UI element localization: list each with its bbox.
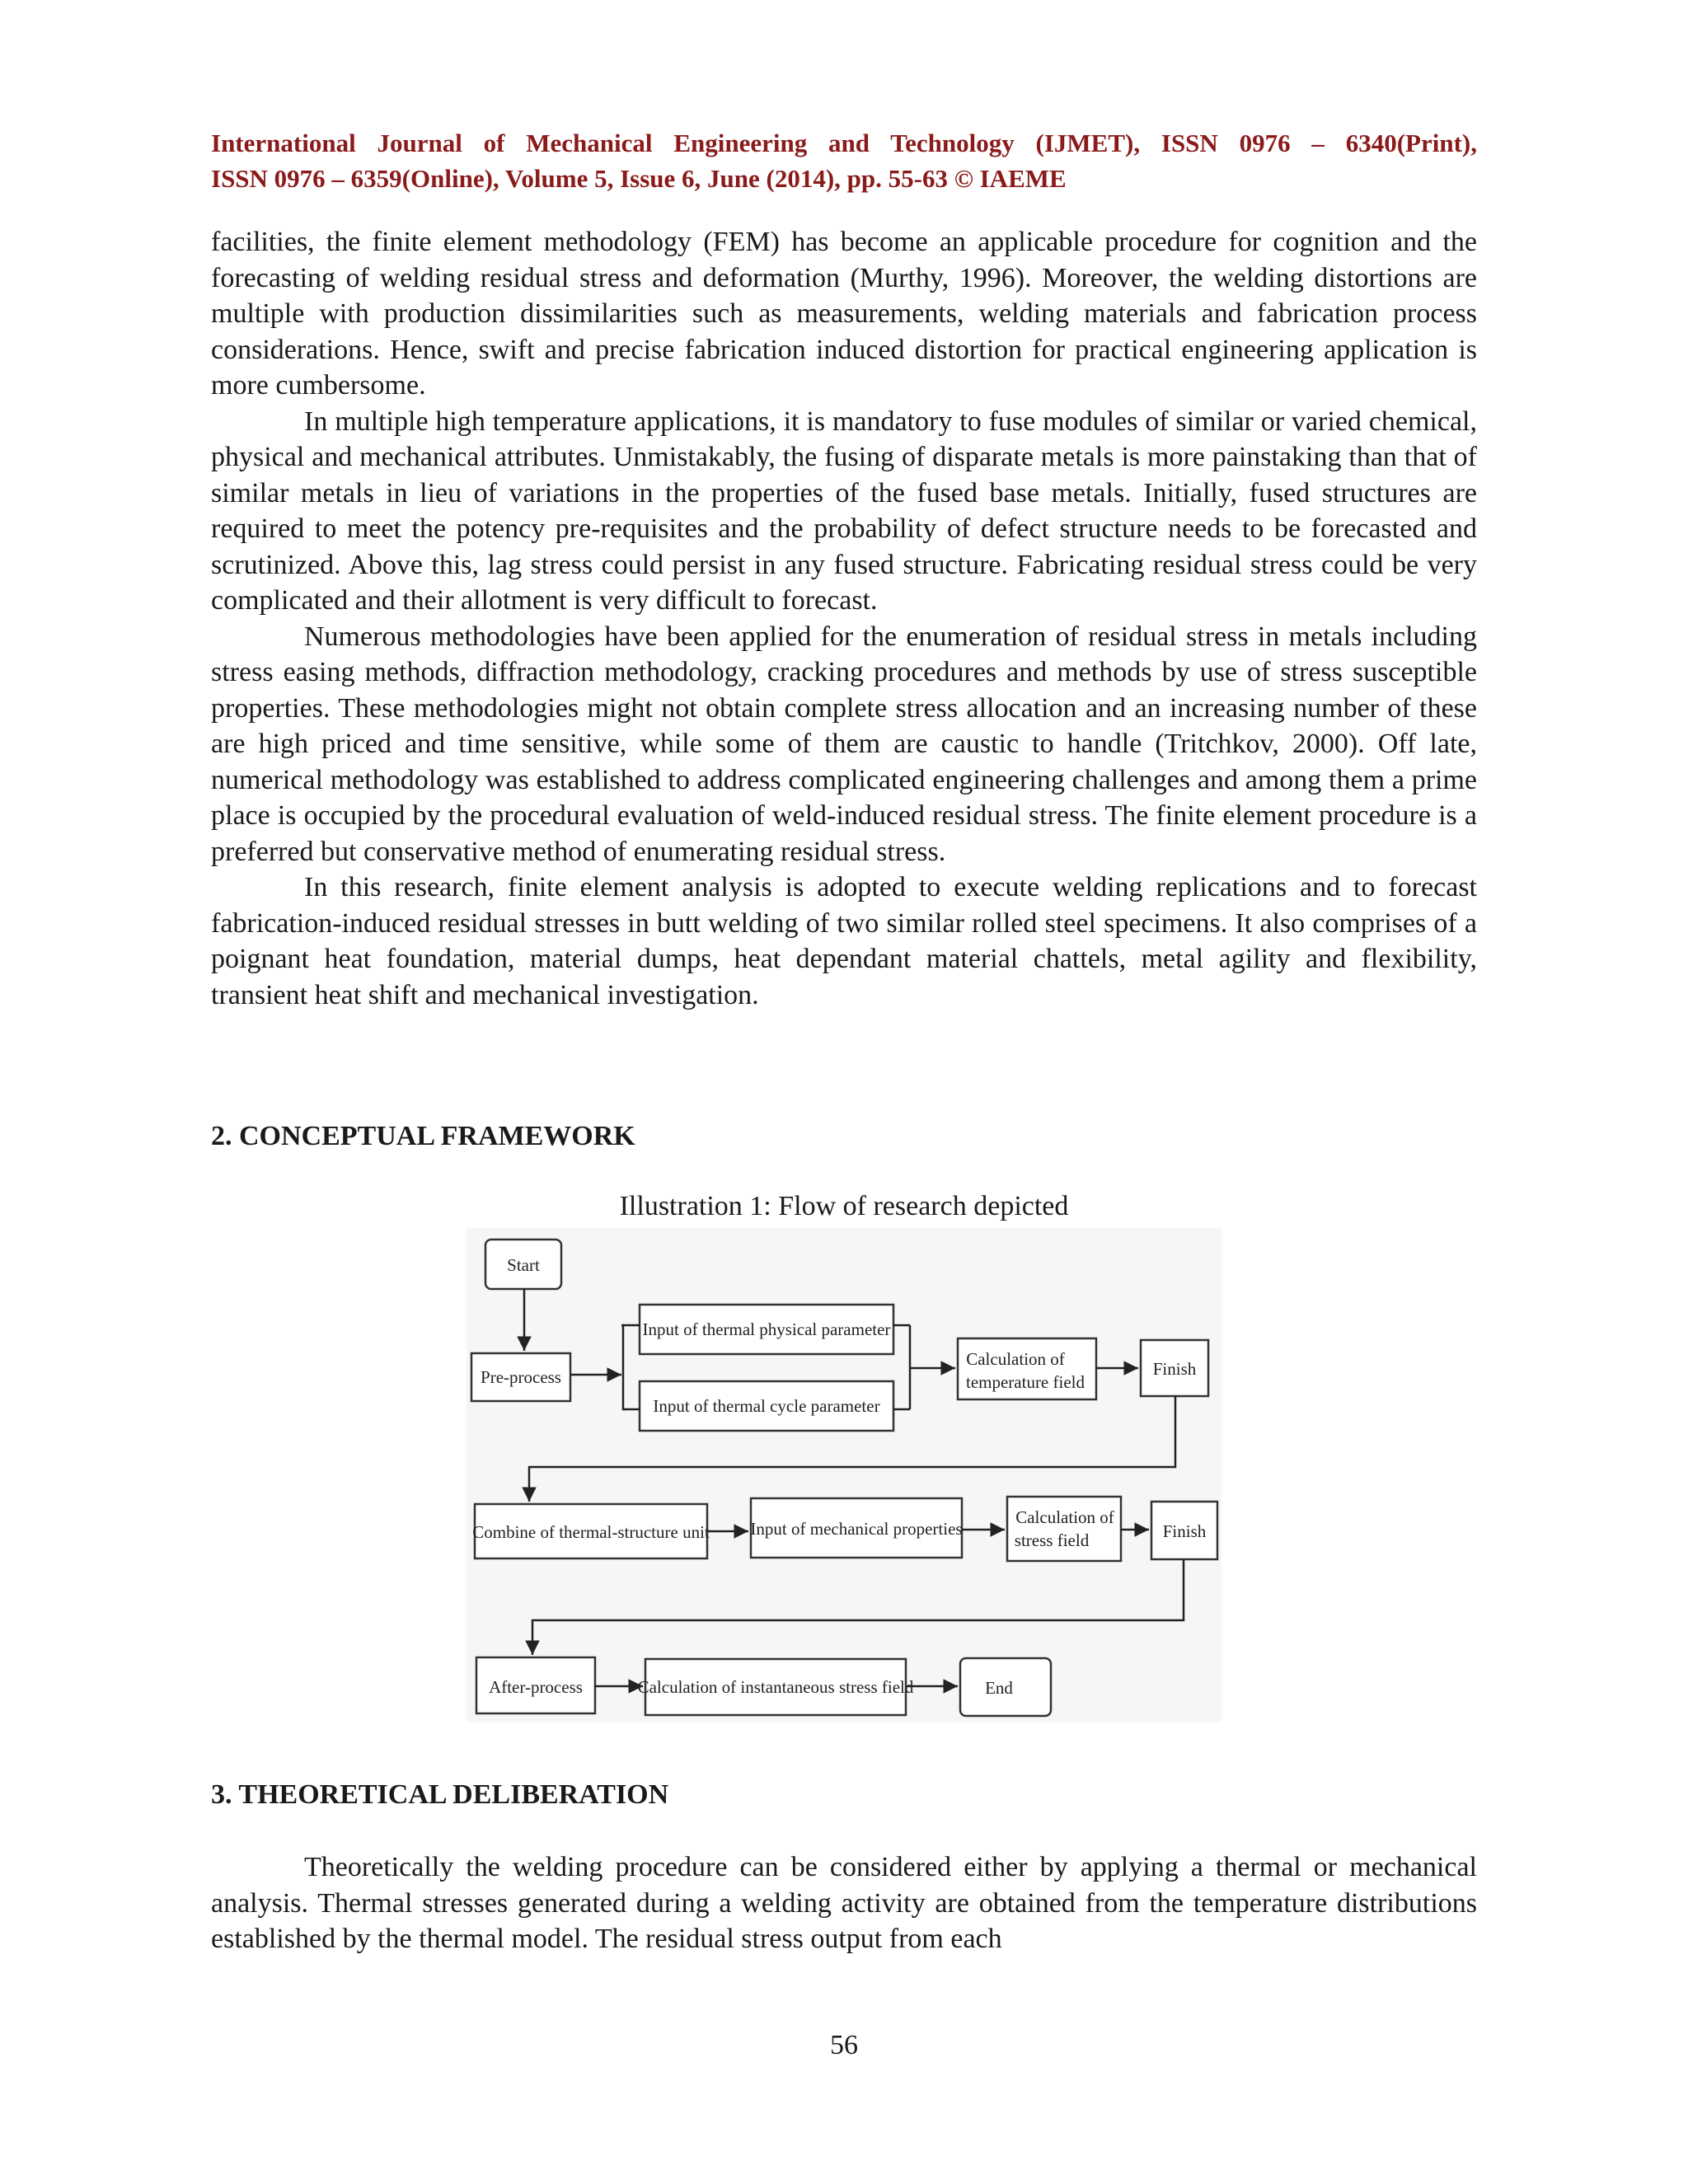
paragraph-1: facilities, the finite element methodology (FEM) has become an applicable procedure for cognition and the forecasting of welding residual stress and deformation (Murthy, 1996). Moreover, the welding distortions are multiple with production dissimilarities such as measurements, welding materials and fabrication process considerations. Hence, swift and precise fabrication induced distortion for practical engineering application is more cumbersome. [211,227,1477,401]
calc-temperature-label-2: temperature field [965,1372,1085,1392]
flowchart-figure [467,1228,1221,1722]
calc-stress-label-1: Calculation of [1015,1507,1114,1527]
start-label: Start [507,1255,540,1275]
afterprocess-label: After-process [489,1677,583,1697]
preprocess-label: Pre-process [481,1367,561,1387]
mechanical-properties-label: Input of mechanical properties [750,1519,963,1539]
calc-stress-label-2: stress field [1014,1530,1090,1550]
finish-label-2: Finish [1162,1521,1207,1541]
calc-instantaneous-label: Calculation of instantaneous stress field [637,1677,914,1697]
journal-header-line-2: ISSN 0976 – 6359(Online), Volume 5, Issue 6, June (2014), pp. 55-63 © IAEME [211,164,1067,193]
thermal-physical-label: Input of thermal physical parameter [642,1319,891,1339]
paragraph-2: In multiple high temperature applications, it is mandatory to fuse modules of similar or varied chemical, physical and mechanical attributes. Unmistakably, the fusing of disparate metals is more painstaking than that of similar metals in lieu of variations in the properties of the fused base metals. Initially, fused structures are required to meet the potency pre-requisites and the probability of defect structure needs to be forecasted and scrutinized. Above this, lag stress could persist in any fused structure. Fabricating residual stress could be very complicated and their allotment is very difficult to forecast. [211,405,1477,616]
combine-label: Combine of thermal-structure unit [472,1522,710,1542]
paragraph-4: In this research, finite element analysis is adopted to execute welding replications and to forecast fabrication-induced residual stresses in butt welding of two similar rolled steel specimens. It also comprises of a poignant heat foundation, material dumps, heat dependant material chattels, metal agility and flexibility, transient heat shift and mechanical investigation. [211,872,1477,1010]
section-2-heading: 2. CONCEPTUAL FRAMEWORK [211,1121,635,1151]
thermal-cycle-label: Input of thermal cycle parameter [653,1396,880,1416]
figure-caption: Illustration 1: Flow of research depicted [619,1191,1069,1221]
section-3-heading: 3. THEORETICAL DELIBERATION [211,1779,669,1810]
calc-temperature-label-1: Calculation of [966,1349,1065,1369]
intro-paragraphs [211,224,1477,1013]
paragraph-3: Numerous methodologies have been applied for the enumeration of residual stress in metals including stress easing methods, diffraction methodology, cracking procedures and methods by use of stress susceptible properties. These methodologies might not obtain complete stress allocation and an increasing number of these are high priced and time sensitive, while some of them are caustic to handle (Tritchkov, 2000). Off late, numerical methodology was established to address complicated engineering challenges and among them a prime place is occupied by the procedural evaluation of weld-induced residual stress. The finite element procedure is a preferred but conservative method of enumerating residual stress. [211,621,1477,867]
section-3-paragraphs [211,1849,1477,1957]
page-number: 56 [830,2030,858,2060]
journal-header-line-1: International Journal of Mechanical Engineering and Technology (IJMET), ISSN 0976 – 6340(Print), [211,129,1477,157]
finish-label-1: Finish [1152,1359,1197,1379]
calc-stress-box [1007,1497,1121,1561]
paragraph-5: Theoretically the welding procedure can be considered either by applying a thermal or mechanical analysis. Thermal stresses generated during a welding activity are obtained from the temperature distributions established by the thermal model. The residual stress output from each [211,1852,1477,1954]
end-label: End [985,1678,1013,1698]
journal-header [211,125,1477,196]
